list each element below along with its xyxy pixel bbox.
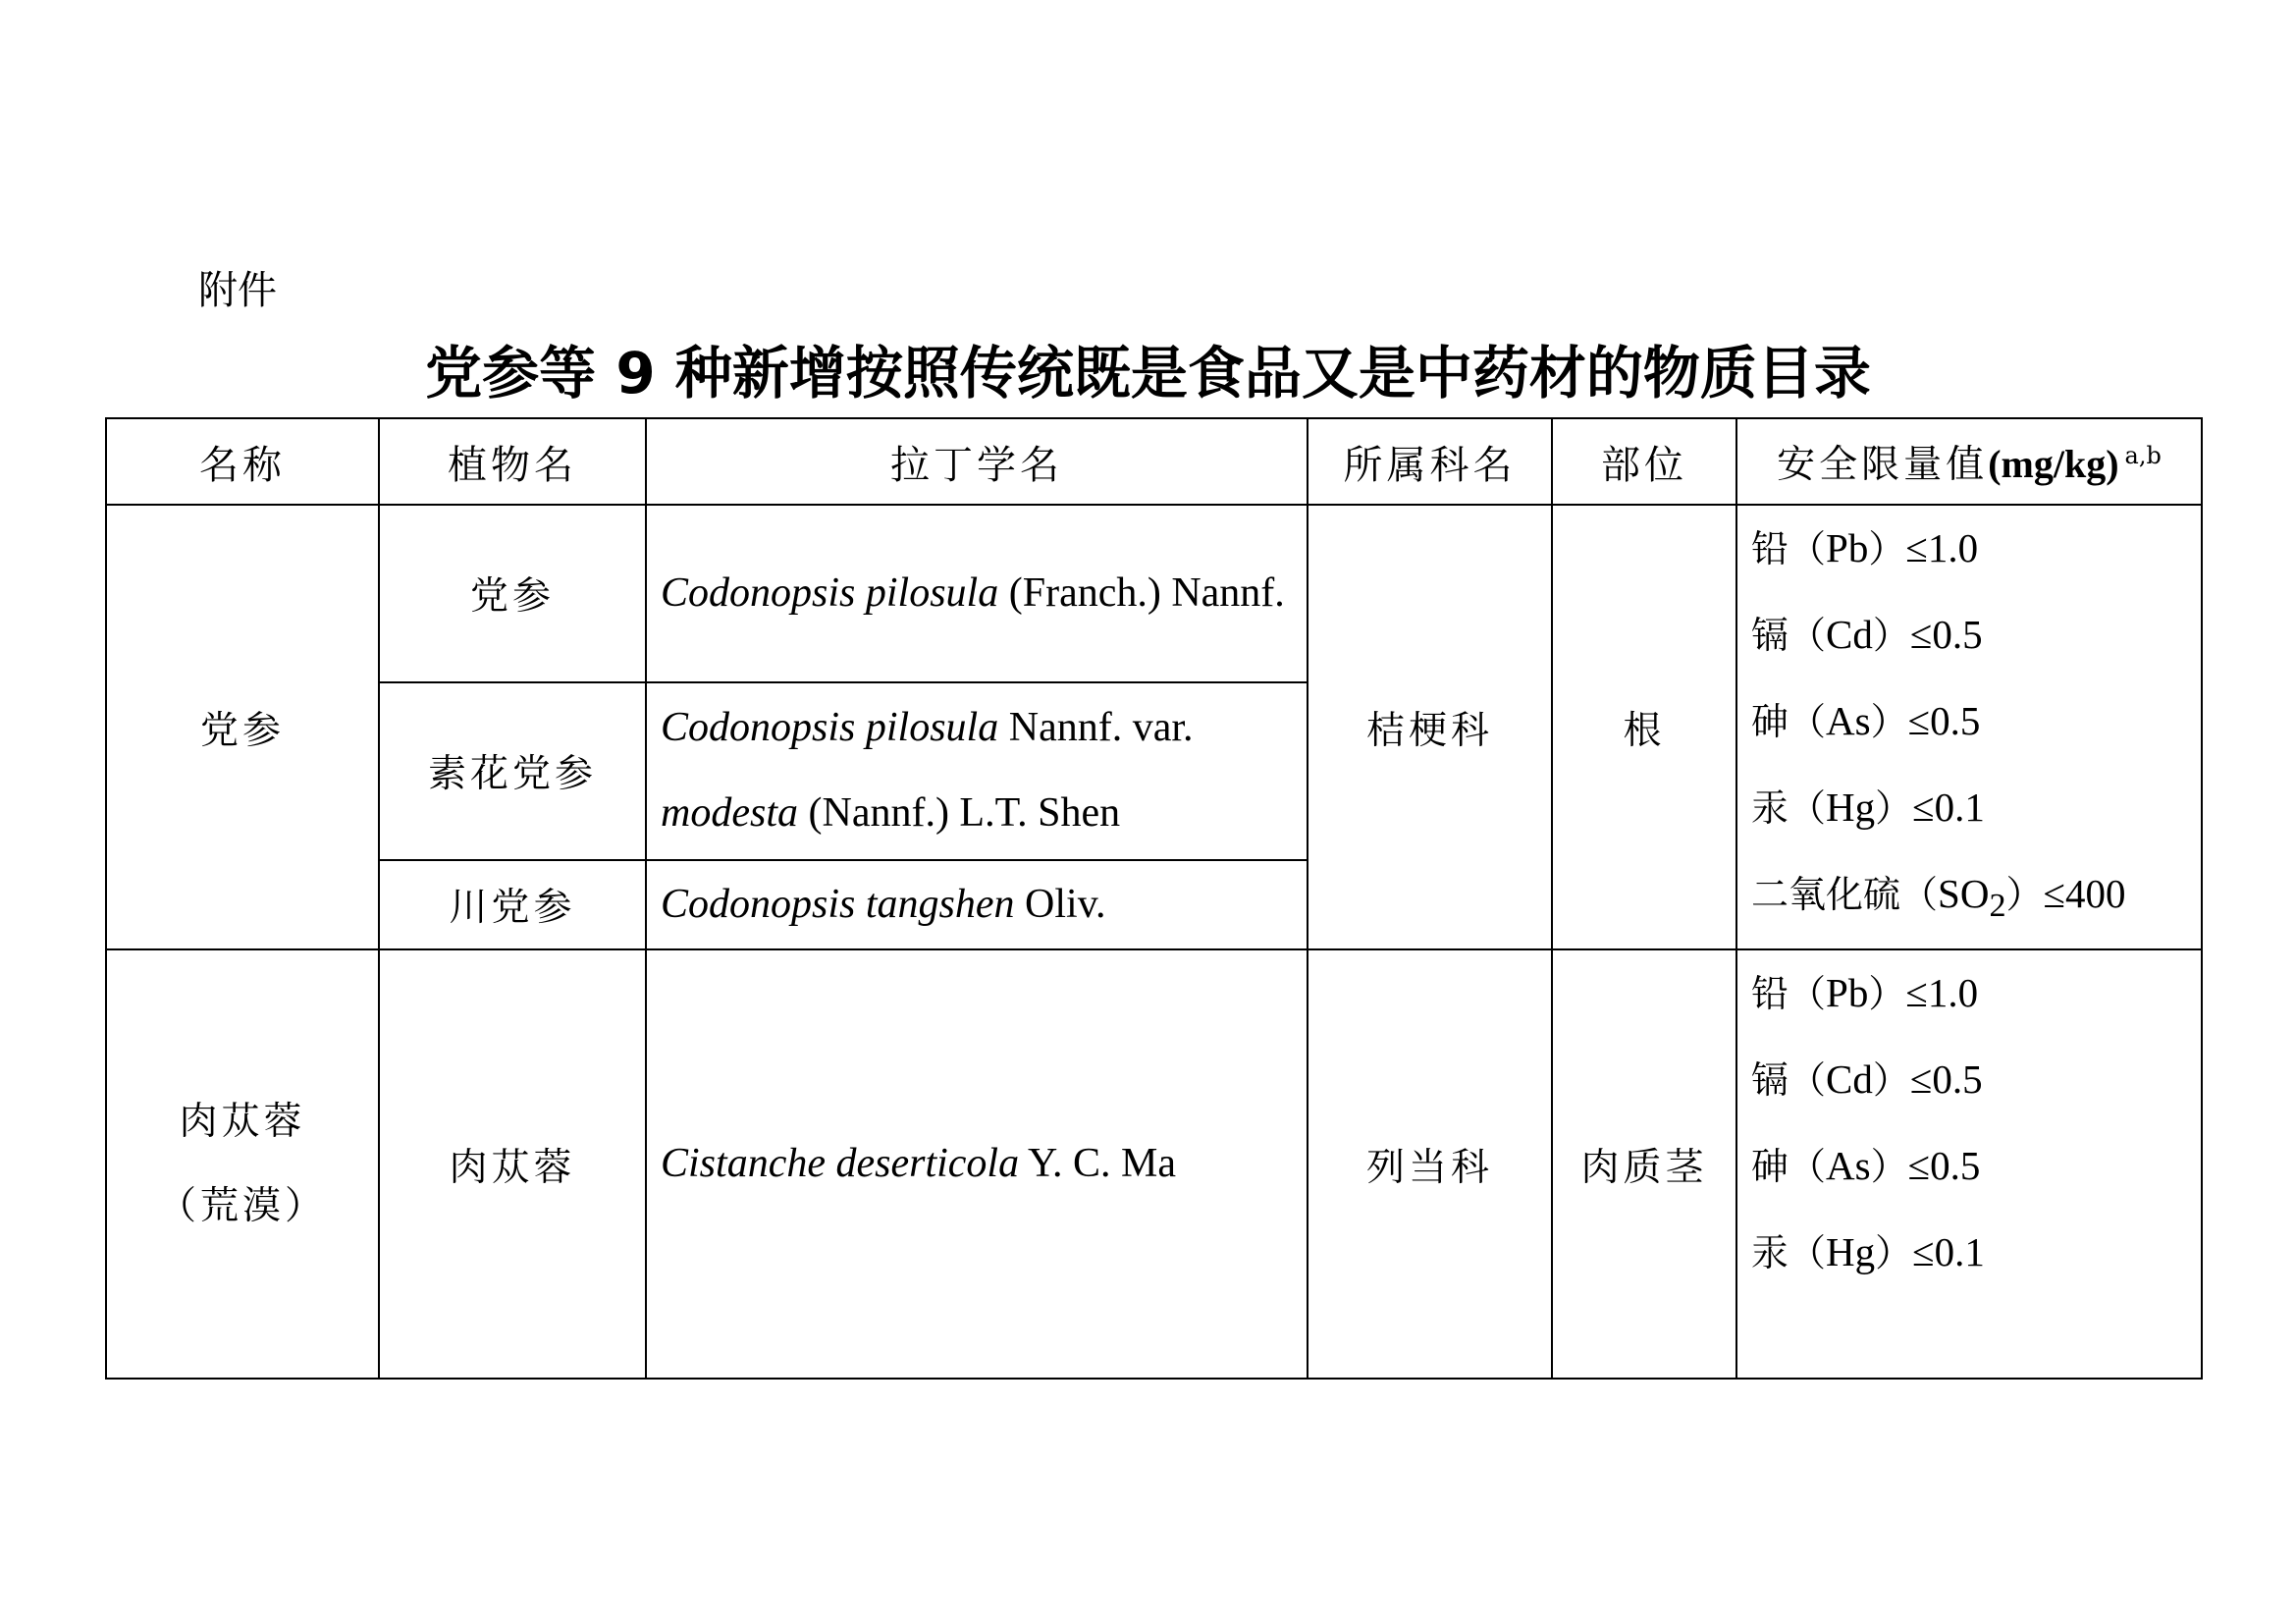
latin-authority: Oliv. xyxy=(1014,881,1106,927)
table-row xyxy=(106,505,2202,682)
page-title: 党参等 9 种新增按照传统既是食品又是中药材的物质目录 xyxy=(425,340,1871,406)
limit-line: 铅（Pb）≤1.0 xyxy=(1751,970,1979,1016)
limit-line: 汞（Hg）≤0.1 xyxy=(1751,785,1985,830)
limits-cell xyxy=(1736,505,2202,949)
latin-name-cell xyxy=(646,682,1308,860)
latin-authority: Y. C. Ma xyxy=(1019,1141,1176,1187)
plant-name-cell: 川党参 xyxy=(379,860,646,949)
table-row xyxy=(106,949,2202,1379)
header-limit-label: 安全限量值 xyxy=(1777,443,1989,487)
attachment-label: 附件 xyxy=(198,268,277,313)
limit-line: 镉（Cd）≤0.5 xyxy=(1751,1056,1983,1103)
latin-genus-species: Codonopsis pilosula xyxy=(661,705,999,751)
group-name-cell: 党参 xyxy=(106,505,379,949)
part-cell: 根 xyxy=(1552,505,1736,949)
limit-line: 铅（Pb）≤1.0 xyxy=(1751,525,1979,570)
table-header-row xyxy=(106,418,2202,505)
latin-genus-species: Codonopsis tangshen xyxy=(661,881,1015,927)
latin-variety-authority: (Nannf.) L.T. Shen xyxy=(798,790,1121,837)
limit-line: 砷（As）≤0.5 xyxy=(1751,1143,1981,1189)
plant-name-cell: 肉苁蓉 xyxy=(379,949,646,1379)
group-name-cell xyxy=(106,949,379,1379)
header-limit-unit: (mg/kg) xyxy=(1988,442,2119,486)
header-limit-footnote: a,b xyxy=(2124,441,2162,469)
limit-line: 二氧化硫$(SO_2)\le 400$ xyxy=(1751,871,2126,925)
latin-authority: Nannf. var. xyxy=(998,705,1194,751)
limits-cell xyxy=(1736,949,2202,1379)
latin-genus-species: Codonopsis pilosula xyxy=(661,569,999,616)
limit-line: 镉（Cd）≤0.5 xyxy=(1751,612,1983,657)
header-latin: 拉丁学名 xyxy=(646,418,1308,505)
family-cell: 列当科 xyxy=(1308,949,1552,1379)
substance-catalog-table xyxy=(105,417,2203,1380)
header-family: 所属科名 xyxy=(1308,418,1552,505)
latin-name-cell xyxy=(646,505,1308,682)
latin-authority: (Franch.) Nannf. xyxy=(998,569,1285,616)
header-name: 名称 xyxy=(106,418,379,505)
limit-line: 汞（Hg）≤0.1 xyxy=(1751,1229,1985,1275)
header-part: 部位 xyxy=(1552,418,1736,505)
latin-name-cell xyxy=(646,949,1308,1379)
part-cell: 肉质茎 xyxy=(1552,949,1736,1379)
latin-variety: modesta xyxy=(661,790,798,837)
plant-name-cell: 党参 xyxy=(379,505,646,682)
limit-line: 砷（As）≤0.5 xyxy=(1751,698,1981,743)
header-limit xyxy=(1736,418,2202,505)
family-cell: 桔梗科 xyxy=(1308,505,1552,949)
latin-name-cell xyxy=(646,860,1308,949)
group-name-line1: 肉苁蓉 xyxy=(179,1099,306,1144)
plant-name-cell: 素花党参 xyxy=(379,682,646,860)
header-plant: 植物名 xyxy=(379,418,646,505)
group-name-line2: （荒漠） xyxy=(157,1183,327,1228)
latin-genus-species: Cistanche deserticola xyxy=(661,1141,1020,1187)
